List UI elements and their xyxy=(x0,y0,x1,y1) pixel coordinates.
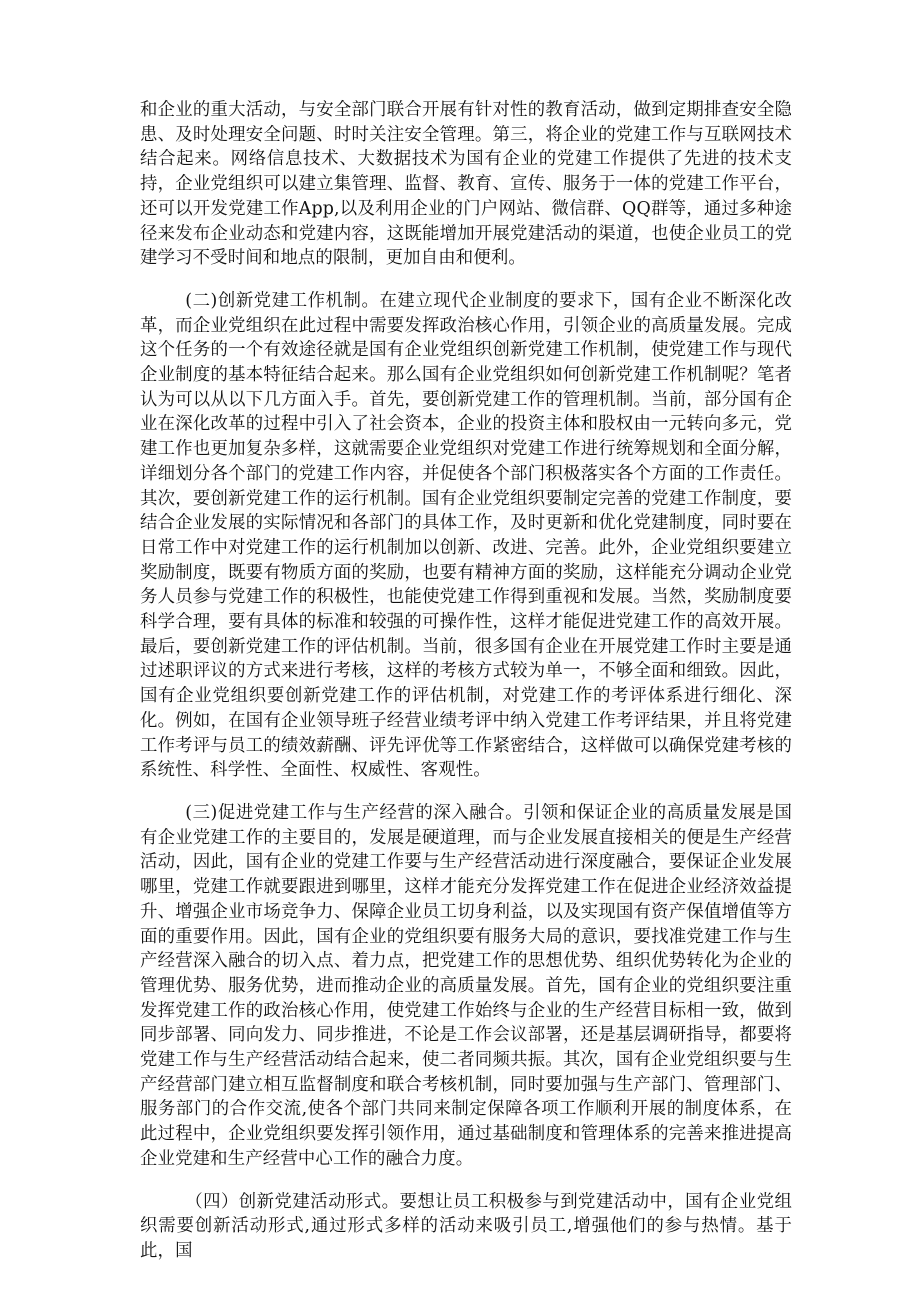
paragraph-gap xyxy=(140,271,792,289)
paragraph-section-2: (二)创新党建工作机制。在建立现代企业制度的要求下，国有企业不断深化改革，而企业党组织在此过程中需要发挥政治核心作用，引领企业的高质量发展。完成这个任务的一个有效途径就是国有企业党组织创新党建工作机制，使党建工作与现代企业制度的基本特征结合起来。那么国有企业党组织如何创新党建工作机制呢？笔者认为可以从以下几方面入手。首先，要创新党建工作的管理机制。当前，部分国有企业在深化改革的过程中引入了社会资本，企业的投资主体和股权由一元转向多元，党建工作也更加复杂多样，这就需要企业党组织对党建工作进行统筹规划和全面分解，详细划分各个部门的党建工作内容，并促使各个部门积极落实各个方面的工作责任。其次，要创新党建工作的运行机制。国有企业党组织要制定完善的党建工作制度，要结合企业发展的实际情况和各部门的具体工作，及时更新和优化党建制度，同时要在日常工作中对党建工作的运行机制加以创新、改进、完善。此外，企业党组织要建立奖励制度，既要有物质方面的奖励，也要有精神方面的奖励，这样能充分调动企业党务人员参与党建工作的积极性，也能使党建工作得到重视和发展。当然，奖励制度要科学合理，要有具体的标准和较强的可操作性，这样才能促进党建工作的高效开展。最后，要创新党建工作的评估机制。当前，很多国有企业在开展党建工作时主要是通过述职评议的方式来进行考核，这样的考核方式较为单一，不够全面和细致。因此，国有企业党组织要创新党建工作的评估机制，对党建工作的考评体系进行细化、深化。例如，在国有企业领导班子经营业绩考评中纳入党建工作考评结果，并且将党建工作考评与员工的绩效薪酬、评先评优等工作紧密结合，这样做可以确保党建考核的系统性、科学性、全面性、权威性、客观性。 xyxy=(140,290,792,781)
paragraph-section-4: （四）创新党建活动形式。要想让员工积极参与到党建活动中，国有企业党组织需要创新活动形式,通过形式多样的活动来吸引员工,增强他们的参与热情。基于此，国 xyxy=(140,1191,792,1261)
paragraph-section-3: (三)促进党建工作与生产经营的深入融合。引领和保证企业的高质量发展是国有企业党建工作的主要目的，发展是硬道理，而与企业发展直接相关的便是生产经营活动，因此，国有企业的党建工作要与生产经营活动进行深度融合，要保证企业发展哪里，党建工作就要跟进到哪里，这样才能充分发挥党建工作在促进企业经济效益提升、增强企业市场竞争力、保障企业员工切身利益，以及实现国有资产保值增值等方面的重要作用。因此，国有企业的党组织要有服务大局的意识，要找准党建工作与生产经营深入融合的切入点、着力点，把党建工作的思想优势、组织优势转化为企业的管理优势、服务优势，进而推动企业的高质量发展。首先，国有企业的党组织要注重发挥党建工作的政治核心作用，使党建工作始终与企业的生产经营目标相一致，做到同步部署、同向发力、同步推进，不论是工作会议部署，还是基层调研指导，都要将党建工作与生产经营活动结合起来，使二者同频共振。其次，国有企业党组织要与生产经营部门建立相互监督制度和联合考核机制，同时要加强与生产部门、管理部门、服务部门的合作交流,使各个部门共同来制定保障各项工作顺利开展的制度体系，在此过程中，企业党组织要发挥引领作用，通过基础制度和管理体系的完善来推进提高企业党建和生产经营中心工作的融合力度。 xyxy=(140,802,792,1169)
paragraph-continued: 和企业的重大活动，与安全部门联合开展有针对性的教育活动，做到定期排查安全隐患、及时处理安全问题、时时关注安全管理。第三，将企业的党建工作与互联网技术结合起来。网络信息技术、大数据技术为国有企业的党建工作提供了先进的技术支持，企业党组织可以建立集管理、监督、教育、宣传、服务于一体的党建工作平台，还可以开发党建工作App,以及利用企业的门户网站、微信群、QQ群等，通过多种途径来发布企业动态和党建内容，这既能增加开展党建活动的渠道，也使企业员工的党建学习不受时间和地点的限制，更加自由和便利。 xyxy=(140,100,792,269)
document-page xyxy=(140,98,792,1264)
paragraph-gap xyxy=(140,1172,792,1190)
paragraph-gap xyxy=(140,783,792,801)
